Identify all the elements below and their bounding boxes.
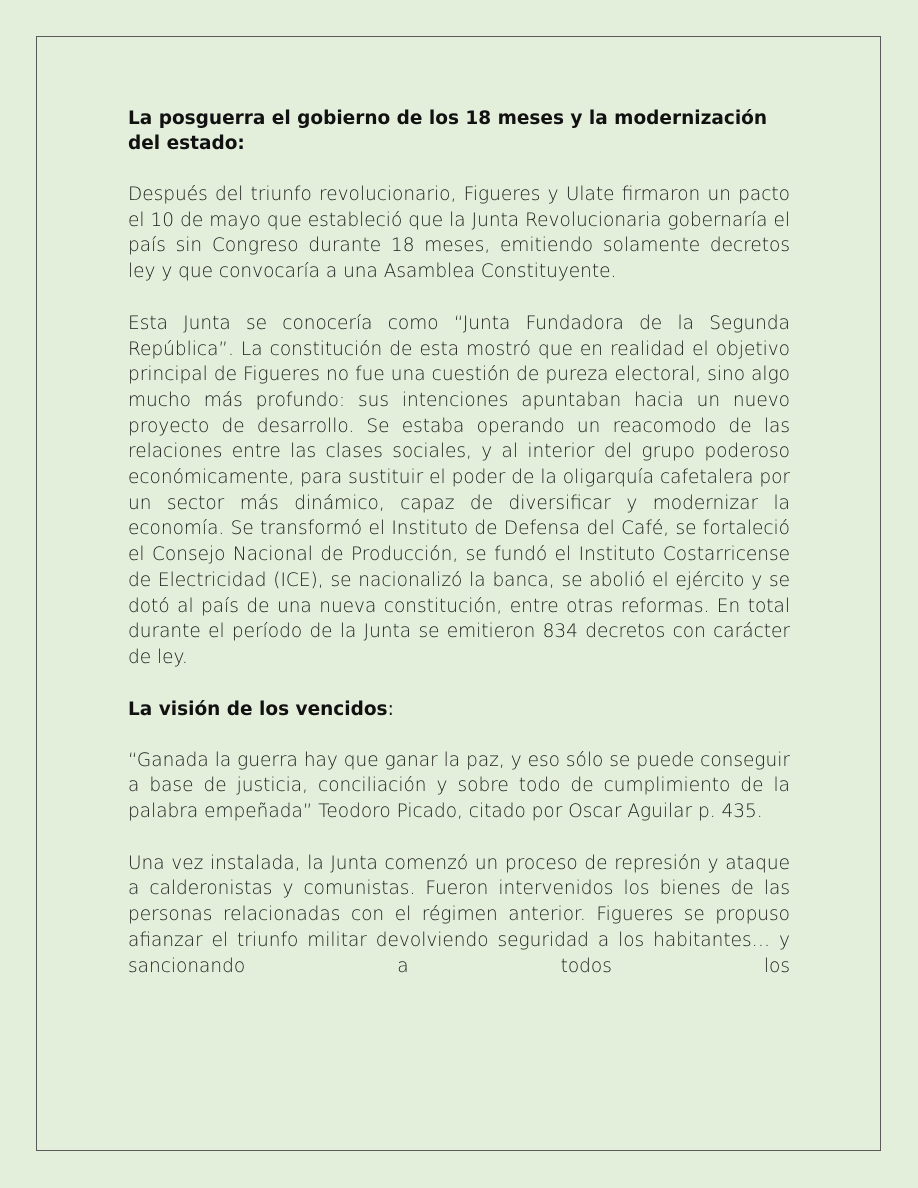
section-heading-vencidos-text: La visión de los vencidos <box>128 698 388 720</box>
section-heading-vencidos <box>128 697 790 722</box>
paragraph-represion: Una vez instalada, la Junta comenzó un proceso de represión y ataque a calderonistas y comunistas. Fueron intervenidos los bienes de las personas relacionadas con el régimen anterior. Figueres se propuso afianzar el triunfo militar devolviendo seguridad a los habitantes… y sancionando a todos los <box>128 852 790 977</box>
paragraph-junta-fundadora: Esta Junta se conocería como “Junta Fundadora de la Segunda República”. La constitución de esta mostró que en realidad el objetivo principal de Figueres no fue una cuestión de pureza electoral, sino algo mucho más profundo: sus intenciones apuntaban hacia un nuevo proyecto de desarrollo. Se estaba operando un reacomodo de las relaciones entre las clases sociales, y al interior del grupo poderoso económicamente, para sustituir el poder de la oligarquía cafetalera por un sector más dinámico, capaz de diversificar y modernizar la economía. Se transformó el Instituto de Defensa del Café, se fortaleció el Consejo Nacional de Producción, se fundó el Instituto Costarricense de Electricidad (ICE), se nacionalizó la banca, se abolió el ejército y se dotó al país de una nueva constitución, entre otras reformas. En total durante el período de la Junta se emitieron 834 decretos con carácter de ley. <box>128 312 790 668</box>
paragraph-pacto: Después del triunfo revolucionario, Figueres y Ulate firmaron un pacto el 10 de mayo que estableció que la Junta Revolucionaria gobernaría el país sin Congreso durante 18 meses, emitiendo solamente decretos ley y que convocaría a una Asamblea Constituyente. <box>128 184 790 283</box>
paragraph-quote-picado: “Ganada la guerra hay que ganar la paz, y eso sólo se puede conseguir a base de justicia, conciliación y sobre todo de cumplimiento de la palabra empeñada” Teodoro Picado, citado por Oscar Aguilar p. 435. <box>128 749 790 823</box>
document-body <box>128 106 790 1005</box>
section-heading-vencidos-colon: : <box>387 698 394 720</box>
section-heading-posguerra: La posguerra el gobierno de los 18 meses y la modernización del estado: <box>128 108 768 154</box>
